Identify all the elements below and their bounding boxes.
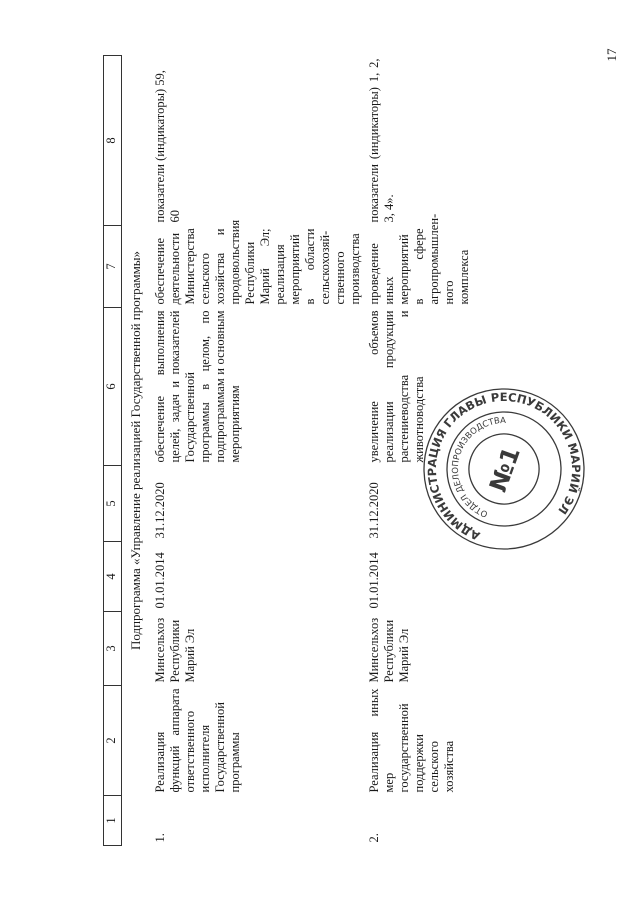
subprogram-heading: Подпрограмма «Управление реализацией Государственной программы» [128, 250, 143, 651]
row-directions: проведение иных мероприятий в сфере агропромышлен-ного комплекса [367, 213, 471, 305]
row-start-date: 01.01.2014 [153, 552, 167, 609]
column-number: 4 [104, 542, 122, 612]
row-measure-name: Реализация иных мер государственной поддержки сельского хозяйства [367, 688, 456, 793]
page-number: 17 [604, 48, 619, 62]
program-table [103, 55, 474, 846]
row-expected-result: обеспечение выполнения целей, задач и показателей Государственной программы в целом, по подпрограммам и основным мероприятиям [153, 310, 242, 463]
stamp-inner-text: ОТДЕЛ ДЕЛОПРОИЗВОДСТВА [450, 415, 507, 519]
row-directions: обеспечение деятельности Министерства сельского хозяйства и продовольствия Республики Марий Эл; реализация мероприятий в области сельскохозяй-ственного производства [153, 219, 362, 305]
column-number: 1 [104, 796, 122, 846]
table-row [151, 56, 365, 846]
row-expected-result: увеличение объемов реализации продукции растениеводства и животноводства [367, 310, 426, 463]
column-number-header [104, 56, 122, 846]
column-number: 5 [104, 466, 122, 542]
row-executor: Минсельхоз Республики Марий Эл [367, 617, 411, 683]
row-indicators: показатели (индикаторы) 59, 60 [153, 70, 182, 223]
row-end-date: 31.12.2020 [153, 482, 167, 539]
stamp-center-number: №1 [483, 443, 526, 496]
row-executor: Минсельхоз Республики Марий Эл [153, 617, 197, 683]
column-number: 6 [104, 308, 122, 466]
row-indicators: показатели (индикаторы) 1, 2, 3, 4». [367, 58, 396, 223]
row-measure-name: Реализация функций аппарата ответственного исполнителя Государственной программы [153, 688, 242, 793]
official-stamp [420, 385, 588, 553]
column-number: 3 [104, 612, 122, 686]
column-number: 8 [104, 56, 122, 226]
stamp-outer-text: АДМИНИСТРАЦИЯ ГЛАВЫ РЕСПУБЛИКИ МАРИЙ ЭЛ [424, 389, 584, 544]
column-number: 2 [104, 686, 122, 796]
row-end-date: 31.12.2020 [367, 482, 381, 539]
rotated-page-content [103, 56, 471, 846]
row-start-date: 01.01.2014 [367, 552, 381, 609]
subprogram-heading-row [122, 56, 152, 846]
column-number: 7 [104, 226, 122, 308]
row-number: 1. [153, 833, 167, 843]
row-number: 2. [367, 833, 381, 843]
